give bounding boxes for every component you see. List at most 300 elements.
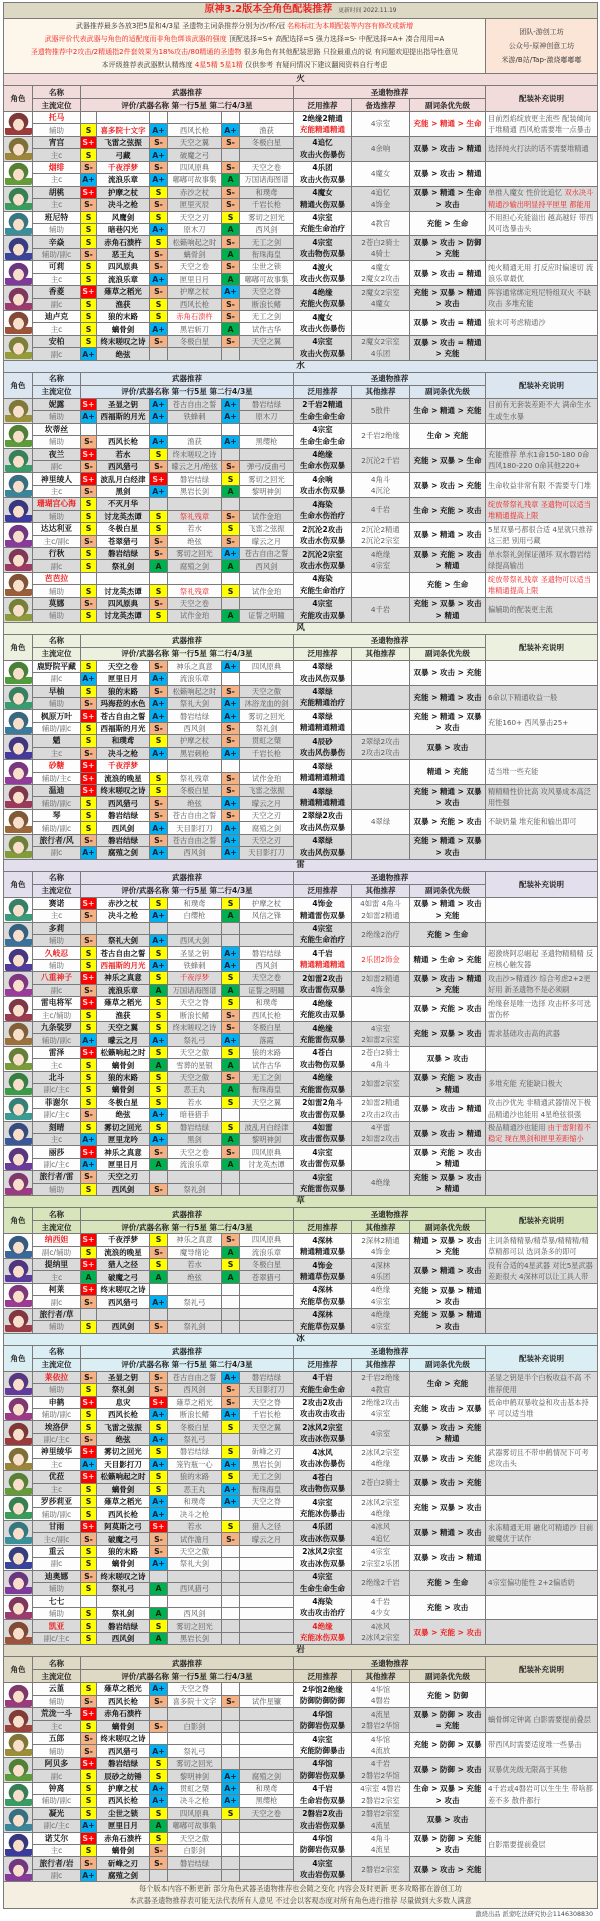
artifact-set: 4华馆 — [312, 1709, 333, 1719]
weapon-name: 西风剑 — [168, 1384, 222, 1396]
weapon-name: 匣里日月 — [168, 273, 222, 285]
weapon-name — [240, 1321, 294, 1333]
weapon-name: 松籁响起之时 — [97, 1471, 150, 1483]
artifact-set: 4宗室 — [312, 1497, 333, 1507]
artifact-set: 4翠绿 — [312, 836, 333, 846]
artifact-alternative-line: 4流放 — [370, 1745, 391, 1755]
weapon-name — [240, 760, 294, 772]
build-notes — [486, 311, 598, 336]
weapon-grade-badge: S — [81, 498, 97, 510]
artifact-general — [294, 660, 352, 685]
artifact-main-stats: 攻击冰伤双暴 — [300, 1434, 345, 1444]
build-notes-body — [488, 212, 595, 235]
artifact-main-stats: 充能防御暴击 — [300, 1745, 345, 1755]
weapon-grade-badge — [222, 1595, 240, 1607]
info-text: 仅供参考 有疑问情况下建议翻阅资料自行考虑 — [242, 61, 388, 69]
artifact-set: 2冰风2宗室 — [302, 1422, 343, 1432]
weapon-grade-badge: A+ — [82, 848, 95, 858]
weapon-name: 松籁响起之时 — [168, 685, 222, 697]
weapon-name: 螭骨剑 — [168, 248, 222, 260]
weapon-name: 西风大剑 — [168, 934, 222, 946]
weapon-grade-badge: S- — [150, 597, 168, 609]
artifact-set: 4海染 — [312, 1597, 333, 1607]
substat-priority: 充能 > 精通 > 双暴 > 攻击 — [413, 712, 482, 733]
weapon-name: 西风猎弓 — [97, 1296, 150, 1308]
artifact-alternative — [352, 523, 410, 548]
weapon-name: 试作星镰 — [240, 1695, 294, 1707]
column-header-general: 泛用推荐 — [294, 1221, 352, 1234]
weapon-grade-badge: A+ — [222, 124, 240, 136]
weapon-grade-badge: A+ — [222, 660, 240, 672]
column-header-name: 名称 — [33, 372, 81, 385]
weapon-grade-badge: A+ — [222, 710, 240, 722]
weapon-name — [168, 1708, 222, 1720]
avatar — [5, 1397, 32, 1420]
build-notes — [486, 1283, 598, 1308]
weapon-name: 西风剑 — [97, 1183, 150, 1195]
artifact-general — [294, 947, 352, 972]
weapon-name: 证誓之明瞳 — [240, 610, 294, 622]
weapon-name: 西风猎弓 — [97, 1745, 150, 1757]
avatar — [5, 736, 32, 759]
character-row — [4, 473, 598, 485]
weapon-grade-badge: A+ — [150, 747, 168, 759]
build-notes — [486, 1234, 598, 1259]
element-section-title: 草 — [4, 1196, 598, 1208]
weapon-grade-badge: S — [150, 186, 168, 198]
weapon-grade-badge: S — [81, 660, 97, 672]
weapon-grade-badge — [222, 1683, 240, 1695]
weapon-name: 黑缨枪 — [240, 436, 294, 448]
weapon-name — [168, 1595, 222, 1607]
substat-priority-cell — [410, 1421, 486, 1446]
artifact-general — [294, 1520, 352, 1545]
weapon-grade-badge: S+ — [82, 898, 95, 908]
artifact-main-stats: 攻击火伤双暴 — [300, 348, 345, 358]
artifact-set: 4魔女 — [312, 188, 333, 198]
weapon-grade-badge — [222, 1321, 240, 1333]
artifact-general — [294, 1234, 352, 1259]
character-role: 主c/辅助 — [33, 1009, 81, 1021]
artifact-alternative-line: 2苍白2骑士 — [361, 237, 400, 247]
artifact-alternative-line: 2攻击2攻击 — [361, 748, 400, 758]
weapon-name: 赤沙之杖 — [97, 897, 150, 909]
character-row — [4, 1234, 598, 1246]
avatar-cell — [4, 710, 33, 735]
weapon-grade-badge — [222, 1757, 240, 1769]
column-header-substats: 副词条优先级 — [410, 1358, 486, 1371]
character-row — [4, 548, 598, 560]
substat-priority-cell — [410, 236, 486, 261]
substat-priority-cell — [410, 498, 486, 523]
weapon-grade-badge: S+ — [82, 786, 95, 796]
weapon-name: 断浪长鳍 — [168, 1408, 222, 1420]
character-row — [4, 211, 598, 223]
weapon-name — [240, 1632, 294, 1644]
weapon-name: 流浪乐章 — [97, 273, 150, 285]
character-name: 旅行者/岩 — [33, 1857, 81, 1869]
weapon-grade-badge — [81, 1308, 97, 1320]
artifact-alternative — [352, 597, 410, 622]
character-row — [4, 1071, 598, 1083]
character-role: 主c/副c — [33, 535, 81, 547]
weapon-grade-badge: S — [150, 1807, 168, 1819]
weapon-grade-badge: S — [150, 610, 168, 622]
build-notes — [486, 809, 598, 834]
weapon-grade-badge — [222, 1558, 240, 1570]
character-role: 辅助/副c — [33, 1795, 81, 1807]
artifact-general — [294, 597, 352, 622]
weapon-grade-badge — [150, 572, 168, 584]
artifact-set: 4翠绿 — [312, 687, 333, 697]
weapon-name: 祭礼剑 — [240, 722, 294, 734]
weapon-grade-badge: S- — [222, 1695, 240, 1707]
column-header-role: 主流定位 — [33, 647, 81, 660]
character-row — [4, 1371, 598, 1383]
weapon-name — [240, 348, 294, 360]
weapon-grade-badge: S — [81, 1795, 97, 1807]
build-notes-text: 绝缘套是唯一选择 攻击杯多可选雷伤杯 — [488, 998, 591, 1020]
build-notes — [486, 997, 598, 1022]
weapon-name: 西风长枪 — [97, 1508, 150, 1520]
character-role: 副c — [33, 847, 81, 859]
weapon-name: 薙草之稻光 — [168, 1396, 222, 1408]
weapon-grade-badge: S — [81, 797, 97, 809]
artifact-general — [294, 1857, 352, 1882]
element-section-title: 雷 — [4, 859, 598, 871]
substat-priority-cell — [410, 785, 486, 810]
substat-priority-cell — [410, 760, 486, 785]
artifact-set: 4翠绿 — [312, 786, 333, 796]
weapon-name: 腐殖之剑 — [240, 822, 294, 834]
character-role: 副c — [33, 298, 81, 310]
column-header-notes: 配装补充说明 — [486, 1345, 598, 1371]
artifact-set: 2沉沦2攻击 — [302, 524, 343, 534]
character-row — [4, 335, 598, 347]
substat-priority: 双暴 > 攻击 = 精通 — [413, 318, 482, 328]
column-header-substats: 副词条优先级 — [410, 1670, 486, 1683]
build-notes-body — [488, 1739, 595, 1750]
build-notes-body — [488, 399, 595, 422]
info-text: 4星5精 5星1精 — [194, 61, 243, 69]
author-credit: 激烧出品 派蒙吃法研究协会1146308830 — [475, 1911, 593, 1919]
artifact-alternative — [352, 897, 410, 922]
character-name: 重云 — [33, 1545, 81, 1557]
artifact-alternative-line: 4冰风 — [370, 1621, 391, 1631]
weapon-grade-badge: S — [150, 1022, 168, 1034]
artifact-alternative-line: 4深林 — [370, 1260, 391, 1270]
build-notes — [486, 1022, 598, 1047]
avatar-cell — [4, 448, 33, 473]
character-name: 枫原万叶 — [33, 710, 81, 722]
weapon-name: 薙草之稻光 — [97, 286, 150, 298]
character-row — [4, 972, 598, 984]
artifact-alternative-line: 4饰金 — [370, 1247, 391, 1257]
substat-priority-cell — [410, 947, 486, 972]
weapon-name: 匣里龙吟 — [97, 1133, 150, 1145]
artifact-set: 4绝缘 — [312, 1621, 333, 1631]
weapon-grade-badge: S- — [81, 597, 97, 609]
avatar-cell — [4, 1396, 33, 1421]
character-role: 主c — [33, 1133, 81, 1145]
weapon-grade-badge — [222, 423, 240, 435]
artifact-main-stats: 防御岩伤双暴 — [300, 1845, 345, 1855]
substat-priority: 双暴 > 攻击 — [426, 1054, 469, 1064]
weapon-grade-badge — [222, 348, 240, 360]
weapon-name: 波乱月白经津 — [240, 1121, 294, 1133]
character-row — [4, 597, 598, 609]
build-notes-text: 极品精通沙也能用 — [488, 1123, 548, 1133]
artifact-alternative-line: 4宗室 — [370, 1547, 391, 1557]
character-row — [4, 112, 598, 124]
artifact-alternative — [352, 1733, 410, 1758]
weapon-name: 嘟嘟可故事集 — [240, 273, 294, 285]
artifact-alternative — [352, 1446, 410, 1471]
weapon-grade-badge: A+ — [150, 273, 168, 285]
character-row — [4, 1259, 598, 1271]
artifact-alternative-line: 2冰风2宗室 — [361, 1633, 400, 1643]
character-row — [4, 1545, 598, 1557]
character-role: 辅助/副c — [33, 797, 81, 809]
artifact-alternative-line: 4流星 — [370, 1820, 391, 1830]
weapon-name: 黑岩斩刀 — [168, 323, 222, 335]
weapon-name: 雪葬的星银 — [168, 1059, 222, 1071]
weapon-grade-badge: A+ — [82, 175, 95, 185]
artifact-set: 4乐团 — [312, 163, 333, 173]
artifact-main-stats: 充能生命治疗 — [300, 585, 345, 595]
weapon-name: 冬极白星 — [240, 1022, 294, 1034]
avatar — [5, 1758, 32, 1781]
column-header-name: 名称 — [33, 86, 81, 99]
artifact-main-stats: 攻击岩伤双暴 — [300, 1820, 345, 1830]
weapon-name: 狼的末路 — [97, 311, 150, 323]
character-name: 雷泽 — [33, 1046, 81, 1058]
character-role: 副c — [33, 1296, 81, 1308]
column-header-row — [4, 1345, 598, 1358]
artifact-general — [294, 760, 352, 785]
artifact-alternative-line: 4绝缘 — [370, 1310, 391, 1320]
artifact-general — [294, 498, 352, 523]
artifact-general — [294, 1396, 352, 1421]
substat-priority-cell — [410, 922, 486, 947]
weapon-name: 若水 — [168, 523, 222, 535]
avatar-cell — [4, 498, 33, 523]
avatar — [5, 948, 32, 971]
character-name: 赛诺 — [33, 897, 81, 909]
character-row — [4, 997, 598, 1009]
build-notes-text: 攻击沙优先 非精通武器情况下极品精通沙也能用 4星绝弦很强 — [488, 1098, 591, 1119]
column-header-weapons-sub: 评价/武器名称 第一行5星 第二行4/3星 — [81, 1358, 294, 1371]
build-notes — [486, 897, 598, 922]
weapon-name: 天空之傲 — [168, 1071, 222, 1083]
substat-priority-cell — [410, 161, 486, 186]
build-notes-text: 低命申鹤双暴收益和攻击基本持平 可以适当堆 — [488, 1398, 589, 1419]
weapon-name: 恶王丸 — [97, 248, 150, 260]
avatar — [5, 1235, 32, 1258]
build-notes-body — [488, 262, 595, 285]
weapon-grade-badge: S- — [81, 697, 97, 709]
weapon-name: 薙草之稻光 — [97, 1496, 150, 1508]
weapon-grade-badge: A — [222, 1271, 240, 1283]
weapon-name: 护摩之杖 — [97, 1782, 150, 1794]
avatar-cell — [4, 1022, 33, 1047]
artifact-general — [294, 1782, 352, 1807]
artifact-general — [294, 473, 352, 498]
avatar-cell — [4, 1046, 33, 1071]
weapon-name: 万国诸海图谱 — [168, 984, 222, 996]
artifact-alternative-line: 4骑士 — [370, 249, 391, 259]
substat-priority-cell — [410, 597, 486, 622]
character-name: 九条裟罗 — [33, 1022, 81, 1034]
column-header-general: 泛用推荐 — [294, 1358, 352, 1371]
weapon-grade-badge: S- — [222, 722, 240, 734]
weapon-grade-badge: S — [81, 1683, 97, 1695]
weapon-grade-badge — [81, 572, 97, 584]
avatar-cell — [4, 398, 33, 423]
artifact-alternative-line: 4宗室 — [370, 1296, 391, 1306]
substat-priority: 双暴 > 攻击 = 精通 > 充能 — [413, 337, 482, 358]
artifact-set: 4宗室 — [312, 1734, 333, 1744]
weapon-name: 终末嗟叹之诗 — [97, 335, 150, 347]
weapon-name: 冬极白星 — [168, 785, 222, 797]
substat-priority: 双暴 > 攻击 > 充能 — [413, 1864, 482, 1874]
character-row — [4, 735, 598, 747]
weapon-name: 风信之锋 — [240, 910, 294, 922]
weapon-name: 雾切之回光 — [97, 1446, 150, 1458]
artifact-set: 4绝缘 — [312, 287, 333, 297]
weapon-name: 苍古自由之誓 — [168, 1371, 222, 1383]
character-role: 主c — [33, 485, 81, 497]
substat-priority: 充能 > 防御 — [426, 1690, 469, 1700]
weapon-name — [240, 423, 294, 435]
build-notes — [486, 922, 598, 947]
weapon-name: 天空之卷 — [240, 1807, 294, 1819]
substat-priority-cell — [410, 997, 486, 1022]
weapon-name — [240, 1296, 294, 1308]
weapon-grade-badge: S — [222, 1046, 240, 1058]
weapon-grade-badge: S- — [81, 436, 97, 448]
weapon-name: 天空之翼 — [240, 335, 294, 347]
element-section-title: 水 — [4, 360, 598, 372]
avatar — [5, 1808, 32, 1831]
column-header-role: 主流定位 — [33, 884, 81, 897]
weapon-grade-badge: S- — [81, 1733, 97, 1745]
avatar — [5, 573, 32, 596]
artifact-alternative — [352, 211, 410, 236]
weapon-name: 天空之刃 — [240, 834, 294, 846]
weapon-name: 讨龙英杰谭 — [240, 1158, 294, 1170]
weapon-grade-badge: S- — [81, 1857, 97, 1869]
avatar — [5, 1072, 32, 1095]
weapon-grade-badge: A+ — [222, 1034, 240, 1046]
weapon-name: 松籁响起之时 — [97, 1046, 150, 1058]
artifact-set: 4乐团 — [312, 1522, 333, 1532]
weapon-name: 西风剑 — [168, 847, 222, 859]
build-notes — [486, 1757, 598, 1782]
weapon-name: 沐浴龙血的剑 — [240, 697, 294, 709]
character-row — [4, 423, 598, 435]
weapon-name: 西风剑 — [240, 959, 294, 971]
artifact-main-stats: 攻击冰伤双暴 — [300, 1533, 345, 1543]
credit-line: 米游/B站/Tap-激烧嘟嘟嘟 — [501, 56, 582, 64]
artifact-alternative-line: 2苍白2骑士 — [361, 1478, 400, 1488]
weapon-grade-badge: A — [150, 1271, 168, 1283]
artifact-alternative-line: 2沉沦2千岩 — [361, 455, 400, 465]
weapon-grade-badge: S — [150, 448, 168, 460]
build-notes — [486, 597, 598, 622]
character-role: 主c — [33, 199, 81, 211]
artifact-general — [294, 1146, 352, 1171]
weapon-grade-badge: A — [150, 1632, 168, 1644]
artifact-main-stats: 精通草伤双暴 — [300, 1271, 345, 1281]
weapon-name: 苍古自由之誓 — [168, 834, 222, 846]
avatar-cell — [4, 211, 33, 236]
weapon-grade-badge: A+ — [150, 1433, 168, 1445]
weapon-name: 天空之傲 — [240, 685, 294, 697]
avatar — [5, 212, 32, 235]
weapon-name: 猎人之径 — [97, 1259, 150, 1271]
build-notes — [486, 1545, 598, 1570]
weapon-grade-badge: A+ — [222, 548, 240, 560]
weapon-name — [240, 1183, 294, 1195]
build-notes-body — [488, 1122, 595, 1145]
weapon-grade-badge: S+ — [82, 1833, 95, 1843]
artifact-set: 4宗室 — [312, 1572, 333, 1582]
artifact-alternative-line: 2冰风2宗室 — [361, 1497, 400, 1507]
weapon-grade-badge: S — [150, 236, 168, 248]
avatar-cell — [4, 473, 33, 498]
avatar-cell — [4, 922, 33, 947]
artifact-set: 2如雷2角斗 — [302, 1098, 343, 1108]
page-title: 原神3.2版本全角色配装推荐 — [204, 4, 333, 15]
weapon-name: 和璞鸢 — [240, 1782, 294, 1794]
weapon-grade-badge: S — [150, 1009, 168, 1021]
weapon-grade-badge — [222, 1583, 240, 1595]
weapon-grade-badge: S — [150, 298, 168, 310]
build-table — [3, 2, 598, 1909]
artifact-set: 2冰风2宗室 — [302, 1547, 343, 1557]
artifact-set: 4饰金 — [312, 1260, 333, 1270]
character-name: 旅行者/草 — [33, 1308, 81, 1320]
weapon-name: 息灾 — [97, 1396, 150, 1408]
info-text: 很多角色有其他配装思路 只捡最重点的说 有问题欢迎提出指导性意见 — [241, 48, 459, 56]
character-name: 琴 — [33, 809, 81, 821]
weapon-name — [168, 348, 222, 360]
artifact-set: 4绝缘 — [312, 450, 333, 460]
build-notes — [486, 1371, 598, 1396]
weapon-name — [240, 1283, 294, 1295]
avatar — [5, 1684, 32, 1707]
substat-priority: 双暴 > 攻击 > 充能 — [413, 667, 482, 677]
character-name: 优菈 — [33, 1471, 81, 1483]
substat-priority: 双暴 > 防御 > 攻击 — [413, 1765, 482, 1775]
substat-priority: 充能 > 生命 — [426, 218, 469, 228]
weapon-grade-badge: A+ — [150, 124, 168, 136]
substat-priority-cell — [410, 1857, 486, 1882]
character-role: 副c — [33, 348, 81, 360]
weapon-name: 和璞鸢 — [240, 186, 294, 198]
weapon-grade-badge: S- — [150, 460, 168, 472]
avatar-cell — [4, 1807, 33, 1832]
avatar — [5, 810, 32, 833]
weapon-grade-badge: S — [150, 785, 168, 797]
build-notes-body — [488, 786, 595, 809]
artifact-main-stats: 生命生命生命 — [300, 1583, 345, 1593]
artifact-alternative-line: 2千岩2绝缘 — [361, 430, 400, 440]
weapon-name: 四风原典 — [168, 1807, 222, 1819]
artifact-main-stats: 攻击水伤双暴 — [300, 536, 345, 546]
avatar-cell — [4, 1121, 33, 1146]
